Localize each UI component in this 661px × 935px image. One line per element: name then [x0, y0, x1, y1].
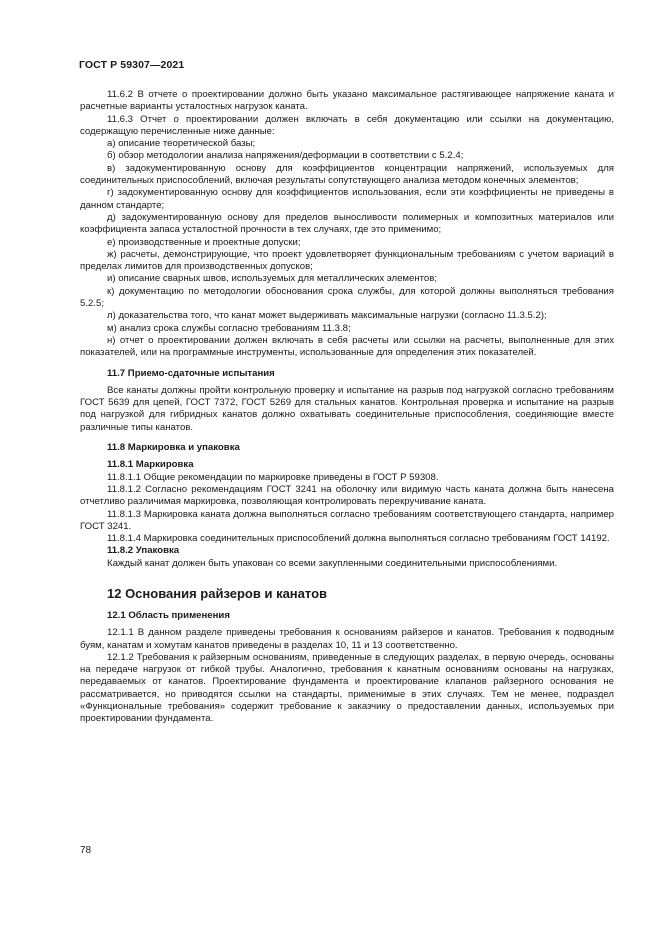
section-heading: 12.1 Область применения — [107, 609, 230, 621]
section-heading: 11.8.2 Упаковка — [107, 545, 180, 557]
body-paragraph: а) описание теоретической базы; — [107, 138, 256, 150]
body-paragraph: 11.8.1.2 Согласно рекомендациям ГОСТ 3241 на оболочку или видимую часть каната должна быть нанесена отчетливо различимая маркировка, позволяющая контролировать перекручивание каната. — [80, 483, 614, 508]
page-number: 78 — [80, 845, 92, 856]
body-paragraph: ж) расчеты, демонстрирующие, что проект удовлетворяет функциональным требованиям с учетом вариаций в пределах лимитов для производственных допусков; — [80, 248, 614, 273]
section-heading: 11.7 Приемо-сдаточные испытания — [107, 367, 275, 379]
body-paragraph: 11.6.2 В отчете о проектировании должно быть указано максимальное растягивающее напряжение каната и расчетные варианты усталостных нагрузок каната. — [80, 89, 614, 113]
document-body — [80, 89, 614, 726]
body-paragraph: 11.8.1.4 Маркировка соединительных приспособлений должна выполняться согласно требованиям ГОСТ 14192. — [107, 533, 610, 545]
body-paragraph: л) доказательства того, что канат может выдерживать максимальные нагрузки (согласно 11.3.5.2); — [107, 310, 547, 322]
body-paragraph: е) производственные и проектные допуски; — [107, 236, 301, 248]
body-paragraph: 12.1.1 В данном разделе приведены требования к основаниям райзеров и канатов. Требования к подводным буям, канатам и хомутам канатов приведены в разделах 10, 11 и 13 соответственно. — [80, 627, 614, 651]
section-heading: 11.8.1 Маркировка — [107, 459, 194, 471]
body-paragraph: и) описание сварных швов, используемых для металлических элементов; — [107, 273, 438, 285]
body-paragraph: 11.6.3 Отчет о проектировании должен включать в себя документацию или ссылки на документацию, содержащую перечисленные ниже данные: — [80, 113, 614, 137]
body-paragraph: к) документацию по методологии обоснования срока службы, для которой должны выполняться требования 5.2.5; — [80, 285, 614, 310]
body-paragraph: г) задокументированную основу для коэффициентов использования, если эти коэффициенты не приведены в данном стандарте; — [80, 187, 614, 211]
body-paragraph: 11.8.1.3 Маркировка каната должна выполняться согласно требованиям соответствующего стандарта, например ГОСТ 3241. — [80, 508, 614, 532]
body-paragraph: в) задокументированную основу для коэффициентов концентрации напряжений, используемых для соединительных приспособлений, включая результаты сопутствующего анализа методом конечных элементов; — [80, 162, 614, 187]
body-paragraph: Все канаты должны пройти контрольную проверку и испытание на разрыв под нагрузкой согласно требованиям ГОСТ 5639 для цепей, ГОСТ 7372, ГОСТ 5269 для стальных канатов. Контрольная проверка и испытание на разрыв под нагрузкой для гибридных канатов должно охватывать соединительные приспособления, соединяющие вместе различные типы канатов. — [80, 384, 614, 433]
chapter-heading: 12 Основания райзеров и канатов — [107, 585, 328, 601]
body-paragraph: м) анализ срока службы согласно требованиям 11.3.8; — [107, 322, 351, 334]
section-heading: 11.8 Маркировка и упаковка — [107, 442, 240, 454]
document-code-header: ГОСТ Р 59307—2021 — [79, 59, 185, 71]
body-paragraph: 11.8.1.1 Общие рекомендации по маркировке приведены в ГОСТ Р 59308. — [107, 471, 439, 483]
body-paragraph: д) задокументированную основу для пределов выносливости полимерных и композитных материалов или коэффициента запаса усталостной прочности в тех случаях, где это применимо; — [80, 211, 614, 236]
body-paragraph: н) отчет о проектировании должен включать в себя расчеты или ссылки на расчеты, выполненные для этих показателей, или на программные инструменты, использованные для определения этих показателей. — [80, 334, 614, 359]
body-paragraph: б) обзор методологии анализа напряжения/деформации в соответствии с 5.2.4; — [107, 150, 464, 162]
body-paragraph: Каждый канат должен быть упакован со всеми закупленными соединительными приспособлениями. — [107, 557, 558, 569]
body-paragraph: 12.1.2 Требования к райзерным основаниям, приведенные в следующих разделах, в первую очередь, основаны на передаче нагрузок от гибкой трубы. Аналогично, требования к канатным основаниям основаны на нагрузках, передаваемых от канатов. Проектирование фундамента и проектирование клапанов райзерного основания не рассматривается, но приводятся ссылки на стандарты, применимые в этих случаях. Тем не менее, подраздел «Функциональные требования» содержит требование к заказчику о предоставлении данных, используемых при проектировании фундамента. — [80, 651, 614, 725]
